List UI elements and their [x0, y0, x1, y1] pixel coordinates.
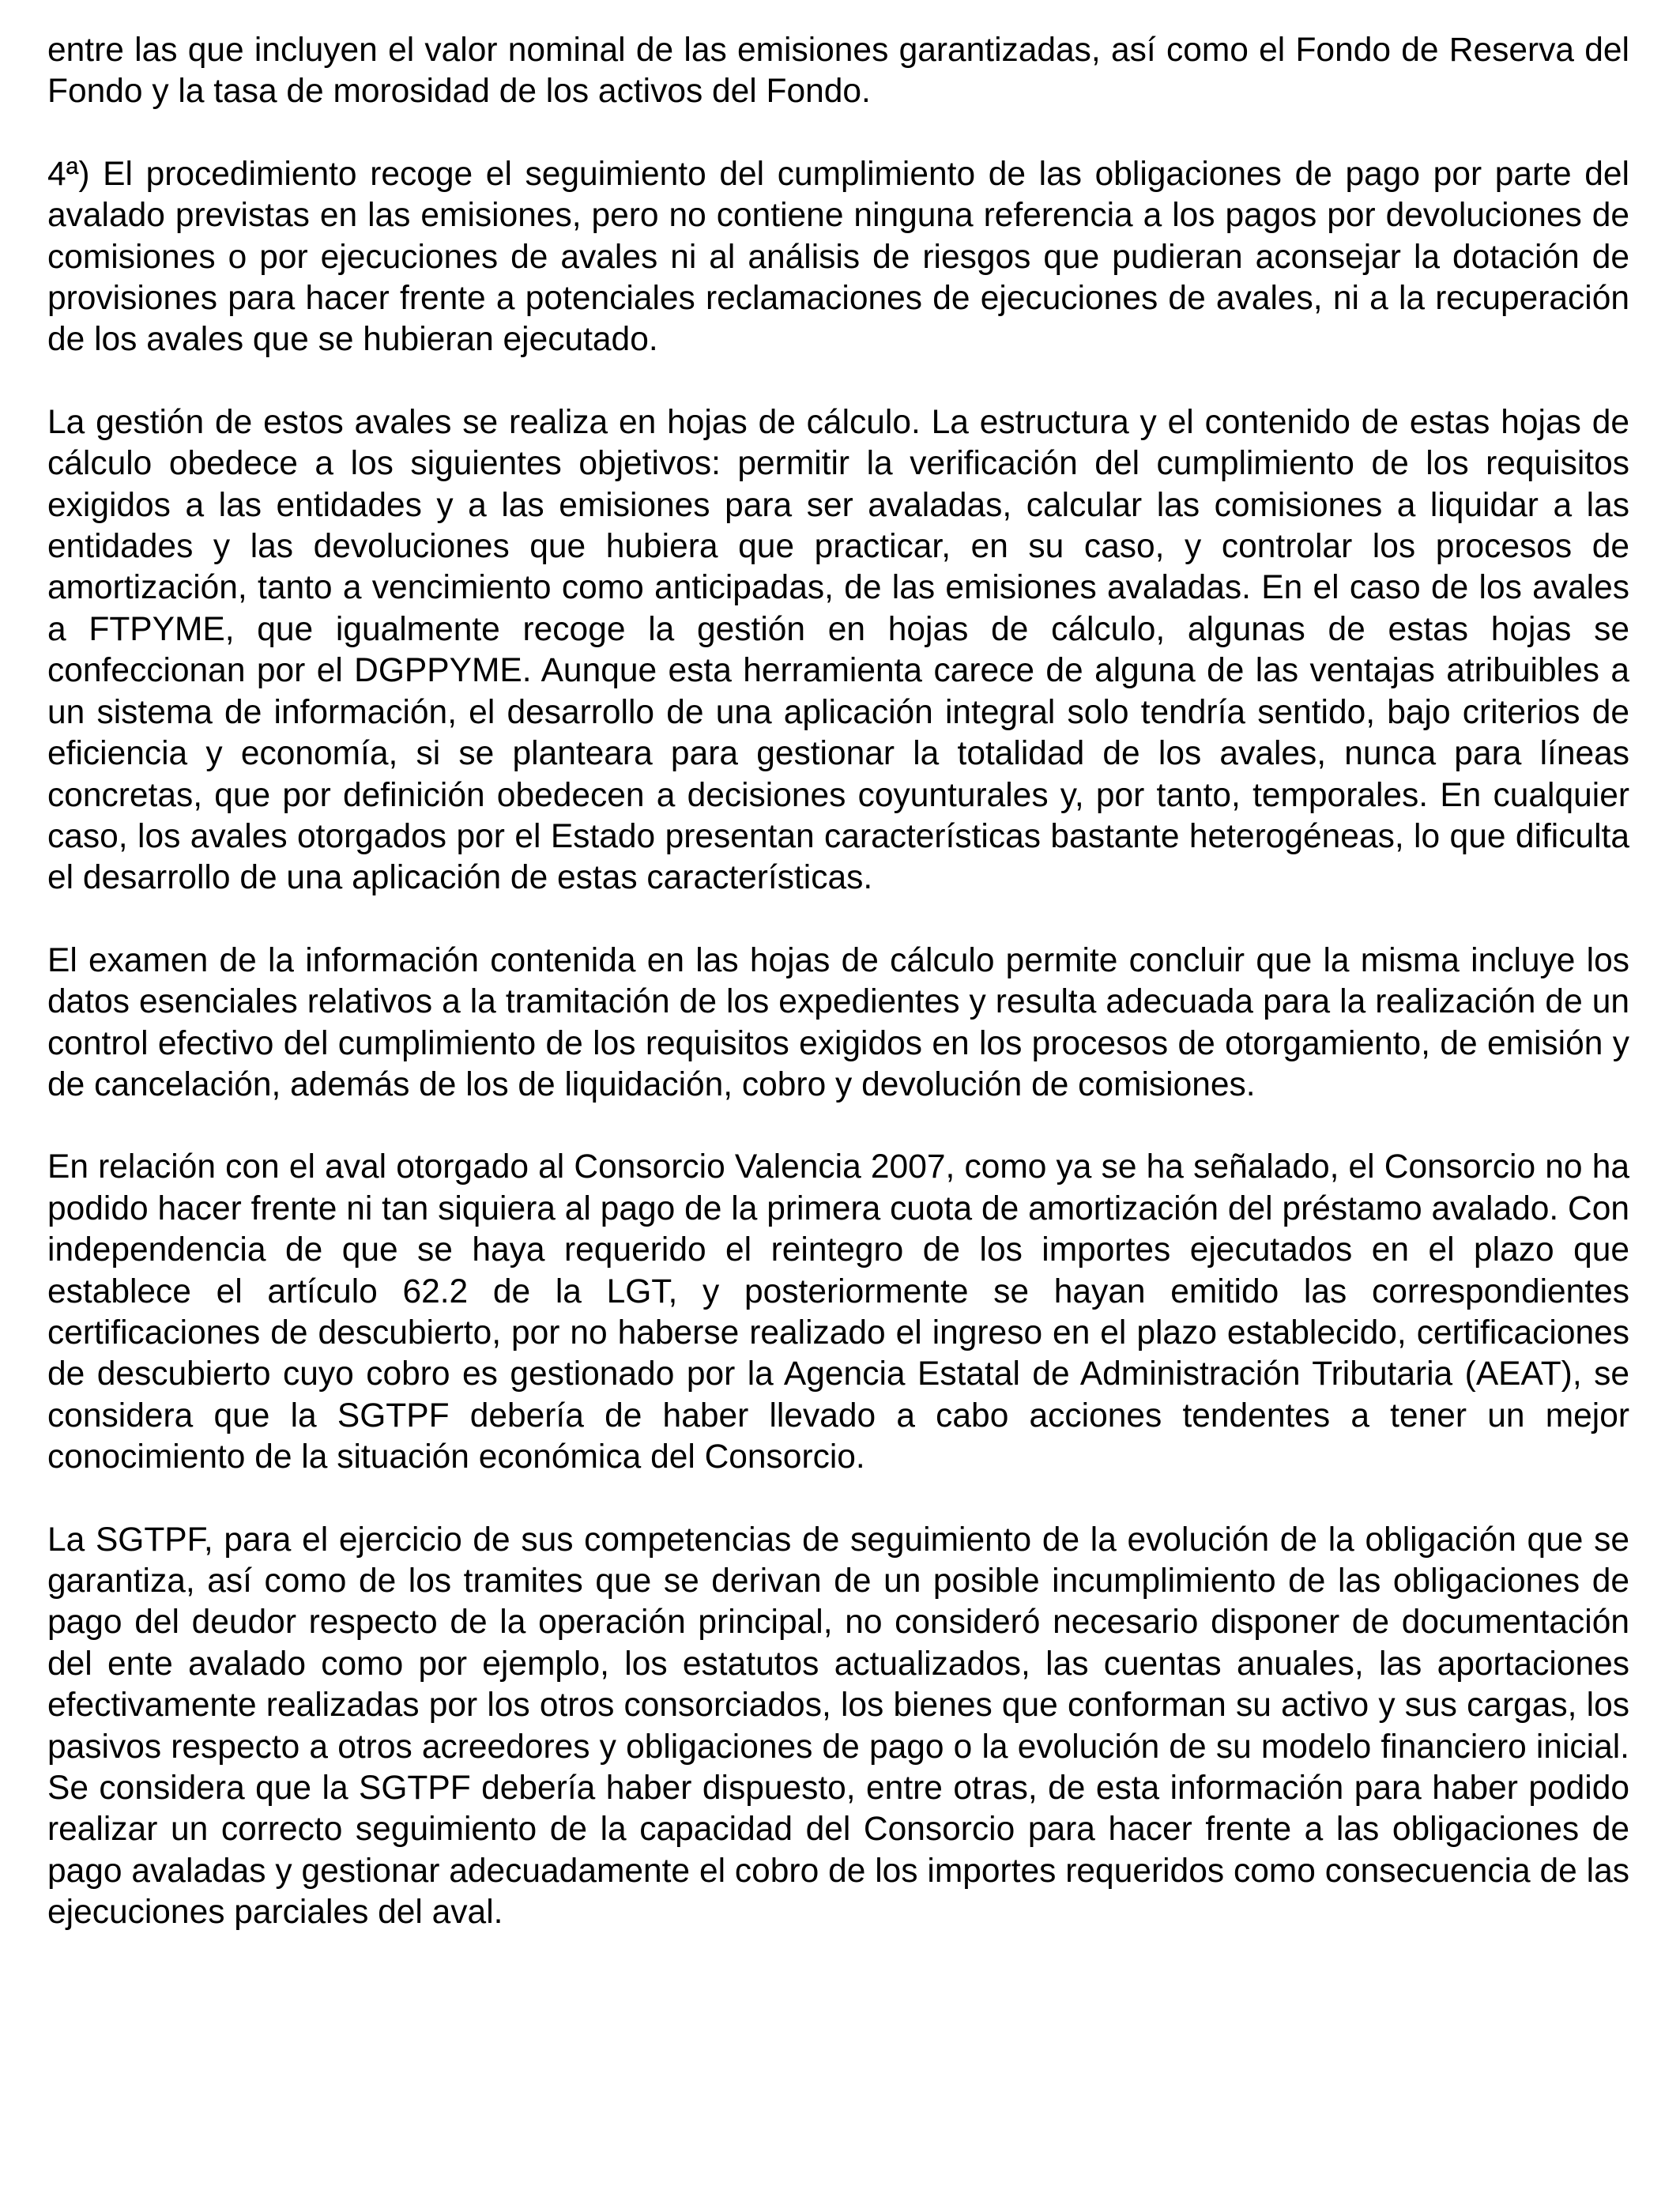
paragraph-continuation: entre las que incluyen el valor nominal de las emisiones garantizadas, así como el Fondo de Reserva del Fondo y la tasa de morosidad de los activos del Fondo.	[47, 32, 1629, 111]
paragraph-spreadsheet-management: La gestión de estos avales se realiza en hojas de cálculo. La estructura y el contenido de estas hojas de cálculo obedece a los siguientes objetivos: permitir la verificación del cumplimiento de los requisitos exigidos a las entidades y a las emisiones para ser avaladas, calcular las comisiones a liquidar a las entidades y las devoluciones que hubiera que practicar, en su caso, y controlar los procesos de amortización, tanto a vencimiento como anticipadas, de las emisiones avaladas. En el caso de los avales a FTPYME, que igualmente recoge la gestión en hojas de cálculo, algunas de estas hojas se confeccionan por el DGPPYME. Aunque esta herramienta carece de alguna de las ventajas atribuibles a un sistema de información, el desarrollo de una aplicación integral solo tendría sentido, bajo criterios de eficiencia y economía, si se planteara para gestionar la totalidad de los avales, nunca para líneas concretas, que por definición obedecen a decisiones coyunturales y, por tanto, temporales. En cualquier caso, los avales otorgados por el Estado presentan características bastante heterogéneas, lo que dificulta el desarrollo de una aplicación de estas características.	[47, 403, 1629, 897]
paragraph-consorcio-valencia: En relación con el aval otorgado al Consorcio Valencia 2007, como ya se ha señalado, el Consorcio no ha podido hacer frente ni tan siquiera al pago de la primera cuota de amortización del préstamo avalado. Con independencia de que se haya requerido el reintegro de los importes ejecutados en el plazo que establece el artículo 62.2 de la LGT, y posteriormente se hayan emitido las correspondientes certificaciones de descubierto, por no haberse realizado el ingreso en el plazo establecido, certificaciones de descubierto cuyo cobro es gestionado por la Agencia Estatal de Administración Tributaria (AEAT), se considera que la SGTPF debería de haber llevado a cabo acciones tendentes a tener un mejor conocimiento de la situación económica del Consorcio.	[47, 1148, 1629, 1476]
paragraph-sgtpf-documentation: La SGTPF, para el ejercicio de sus competencias de seguimiento de la evolución de la obligación que se garantiza, así como de los tramites que se derivan de un posible incumplimiento de las obligaciones de pago del deudor respecto de la operación principal, no consideró necesario disponer de documentación del ente avalado como por ejemplo, los estatutos actualizados, las cuentas anuales, las aportaciones efectivamente realizadas por los otros consorciados, los bienes que conforman su activo y sus cargas, los pasivos respecto a otros acreedores y obligaciones de pago o la evolución de su modelo financiero inicial. Se considera que la SGTPF debería haber dispuesto, entre otras, de esta información para haber podido realizar un correcto seguimiento de la capacidad del Consorcio para hacer frente a las obligaciones de pago avaladas y gestionar adecuadamente el cobro de los importes requeridos como consecuencia de las ejecuciones parciales del aval.	[47, 1521, 1629, 1932]
paragraph-point-4: 4ª) El procedimiento recoge el seguimiento del cumplimiento de las obligaciones de pago por parte del avalado previstas en las emisiones, pero no contiene ninguna referencia a los pagos por devoluciones de comisiones o por ejecuciones de avales ni al análisis de riesgos que pudieran aconsejar la dotación de provisiones para hacer frente a potenciales reclamaciones de ejecuciones de avales, ni a la recuperación de los avales que se hubieran ejecutado.	[47, 155, 1629, 359]
paragraph-spreadsheet-examination: El examen de la información contenida en las hojas de cálculo permite concluir que la misma incluye los datos esenciales relativos a la tramitación de los expedientes y resulta adecuada para la realización de un control efectivo del cumplimiento de los requisitos exigidos en los procesos de otorgamiento, de emisión y de cancelación, además de los de liquidación, cobro y devolución de comisiones.	[47, 941, 1629, 1103]
document-page	[47, 30, 1629, 1975]
